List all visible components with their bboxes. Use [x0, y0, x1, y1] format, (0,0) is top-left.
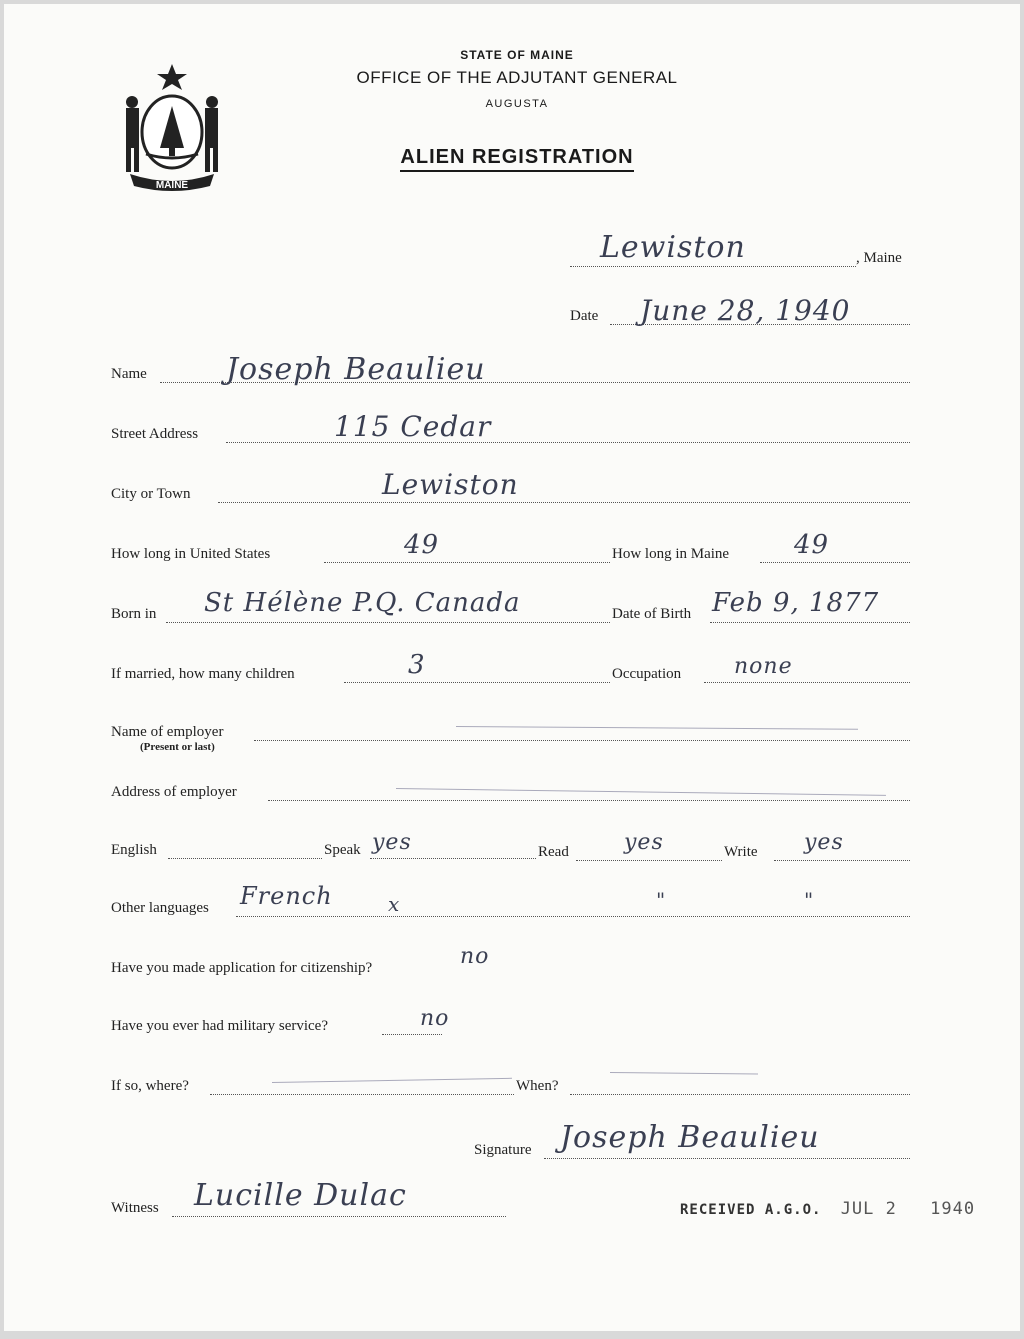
place-value: Lewiston	[600, 230, 746, 265]
occupation-label: Occupation	[612, 666, 682, 682]
citizenship-value: no	[460, 944, 490, 969]
dob-label: Date of Birth	[612, 606, 692, 622]
registration-form: MAINE STATE OF MAINE OFFICE OF THE ADJUTANT GENERAL AUGUSTA ALIEN REGISTRATION Lewiston , Maine Date June 28, 1940 Name Joseph Beaulieu Street Address 115 Cedar City or Town Lewiston How long in United States 49 How long in Maine 49 Born in St Hélène P.Q. Canada Date of Birth Feb 9, 1877 If married, how many children 3 Occupation none Name of employer (Present or last) Address of employer English Speak yes Read yes Write yes Other languages French x " " Have you made application for citizenship? no Have you ever had military service? no If so, where? When? Signature Joseph Beaulieu Witness Lucille Dulac RECEIVED A.G.O. JUL 2 1940	[4, 4, 1020, 1331]
date-label: Date	[570, 308, 599, 324]
employer-address-label: Address of employer	[111, 784, 237, 800]
english-speak-label: Speak	[324, 842, 361, 858]
street-label: Street Address	[111, 426, 199, 442]
svg-text:MAINE: MAINE	[155, 180, 189, 191]
military-label: Have you ever had military service?	[111, 1018, 328, 1034]
signature-label: Signature	[474, 1142, 532, 1158]
employer-dash	[456, 726, 858, 730]
street-value: 115 Cedar	[334, 410, 492, 443]
citizenship-label: Have you made application for citizenship?	[111, 960, 373, 976]
employer-label: Name of employer	[111, 724, 224, 740]
when-dash	[610, 1072, 758, 1075]
other-languages-speak: x	[388, 892, 401, 916]
signature-value: Joseph Beaulieu	[560, 1120, 820, 1155]
military-value: no	[420, 1006, 450, 1031]
date-value: June 28, 1940	[640, 294, 851, 327]
how-long-us-value: 49	[404, 530, 440, 560]
city-label: City or Town	[111, 486, 191, 502]
born-in-value: St Hélène P.Q. Canada	[204, 588, 521, 618]
other-languages-label: Other languages	[111, 900, 209, 916]
born-in-label: Born in	[111, 606, 157, 622]
maine-state-seal	[112, 62, 232, 192]
employer-address-dash	[396, 788, 886, 796]
other-languages-write: "	[804, 888, 815, 912]
when-label: When?	[516, 1078, 559, 1094]
received-label: RECEIVED A.G.O.	[680, 1202, 822, 1218]
english-write-label: Write	[724, 844, 758, 860]
children-value: 3	[408, 650, 426, 680]
city-value: Lewiston	[382, 468, 519, 501]
name-label: Name	[111, 366, 147, 382]
english-read-value: yes	[624, 830, 664, 855]
how-long-maine-value: 49	[794, 530, 830, 560]
other-languages-read: "	[656, 888, 667, 912]
how-long-us-label: How long in United States	[111, 546, 271, 562]
place-suffix: , Maine	[856, 250, 902, 266]
witness-label: Witness	[111, 1200, 159, 1216]
where-dash	[272, 1078, 512, 1083]
witness-value: Lucille Dulac	[194, 1178, 407, 1213]
english-label: English	[111, 842, 157, 858]
other-languages-value: French	[240, 882, 333, 910]
where-label: If so, where?	[111, 1078, 189, 1094]
english-read-label: Read	[538, 844, 569, 860]
received-stamp	[680, 1199, 975, 1219]
employer-sublabel: (Present or last)	[140, 741, 215, 753]
received-year: 1940	[930, 1199, 976, 1219]
english-speak-value: yes	[372, 830, 412, 855]
name-value: Joseph Beaulieu	[226, 352, 486, 387]
received-date: JUL 2	[840, 1199, 897, 1219]
occupation-value: none	[734, 654, 793, 679]
dob-value: Feb 9, 1877	[712, 588, 880, 618]
children-label: If married, how many children	[111, 666, 295, 682]
english-write-value: yes	[804, 830, 844, 855]
how-long-maine-label: How long in Maine	[612, 546, 730, 562]
